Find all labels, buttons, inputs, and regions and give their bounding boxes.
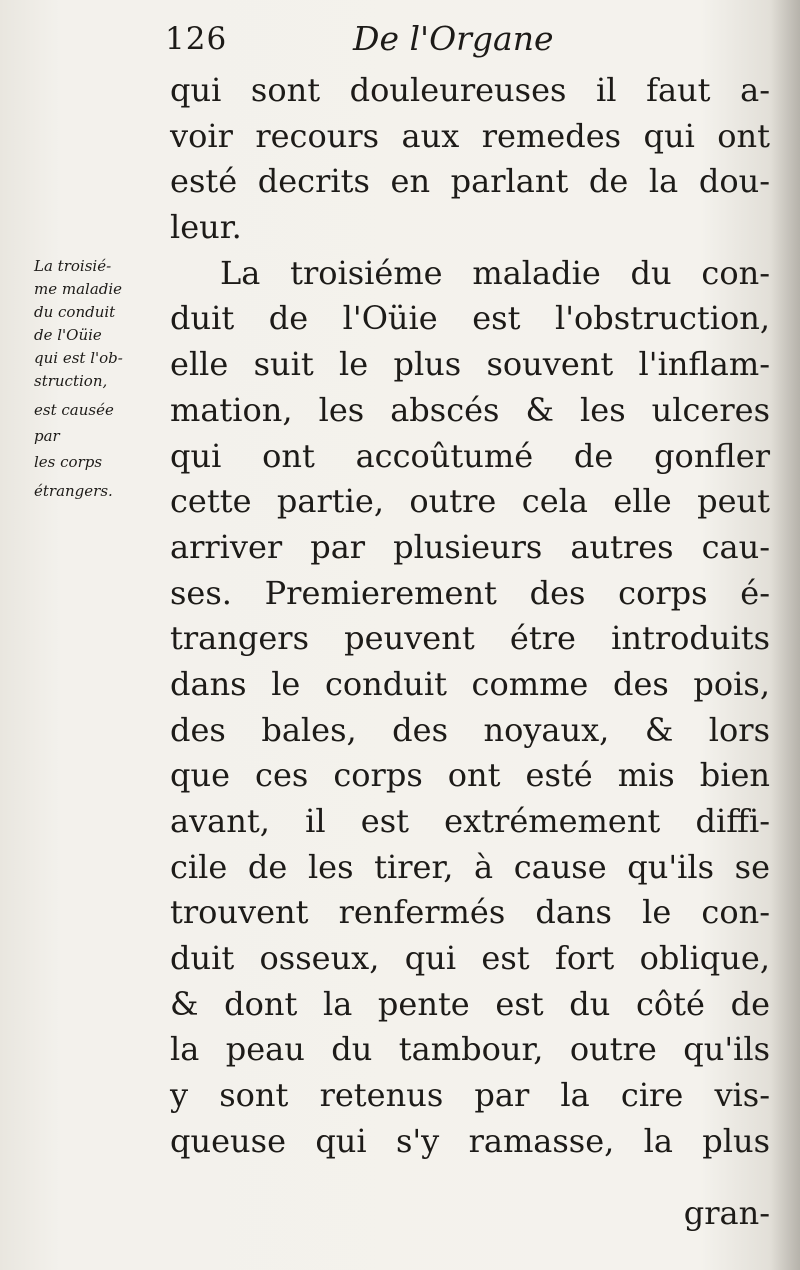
text-line: voir recours aux remedes qui ont [170,116,770,155]
text-line: la peau du tambour, outre qu'ils [170,1030,770,1069]
text-line: esté decrits en parlant de la dou- [170,162,770,201]
marginal-note-line: La troisié- [34,257,112,275]
body-text [170,68,770,1165]
text-line: cette partie, outre cela elle peut [170,482,770,521]
text-line: elle suit le plus souvent l'inflam- [170,345,770,384]
gutter-shadow [770,0,800,1270]
text-line: qui sont douleureuses il faut a- [170,71,770,109]
marginal-note-line: struction, [34,372,108,390]
catchword: gran- [683,1194,770,1232]
text-line: y sont retenus par la cire vis- [170,1076,770,1115]
marginal-note-line: est causée [34,401,114,419]
text-line: trangers peuvent étre introduits [170,619,770,658]
running-head: De l'Organe [353,19,554,58]
marginal-note [34,255,164,503]
text-line: avant, il est extrémement diffi- [170,802,770,840]
marginal-note-line: qui est l'ob- [34,349,123,367]
text-line: & dont la pente est du côté de [170,984,770,1023]
text-line: que ces corps ont esté mis bien [170,756,770,795]
marginal-note-line: les corps [34,453,103,471]
marginal-note-line: étrangers. [34,482,113,500]
marginal-note-line: me maladie [34,280,123,298]
page-header [165,14,565,64]
text-line: des bales, des noyaux, & lors [170,710,770,749]
text-line: duit osseux, qui est fort oblique, [170,939,770,978]
page-number: 126 [165,21,228,57]
text-line: ses. Premierement des corps é- [170,573,770,612]
marginal-note-line: de l'Oüie [34,326,102,344]
text-line: queuse qui s'y ramasse, la plus [170,1121,770,1160]
text-line: leur. [170,208,242,247]
text-line: mation, les abscés & les ulceres [170,390,770,429]
text-line: dans le conduit comme des pois, [170,664,770,703]
marginal-note-line: par [34,427,60,445]
text-line: cile de les tirer, à cause qu'ils se [170,847,770,886]
text-line: duit de l'Oüie est l'obstruction, [170,299,770,338]
paragraph-start-line: La troisiéme maladie du con- [220,253,770,292]
text-line: trouvent renfermés dans le con- [170,893,770,932]
marginal-note-line: du conduit [34,303,116,321]
text-line: qui ont accoûtumé de gonfler [170,436,770,475]
text-line: arriver par plusieurs autres cau- [170,527,770,566]
